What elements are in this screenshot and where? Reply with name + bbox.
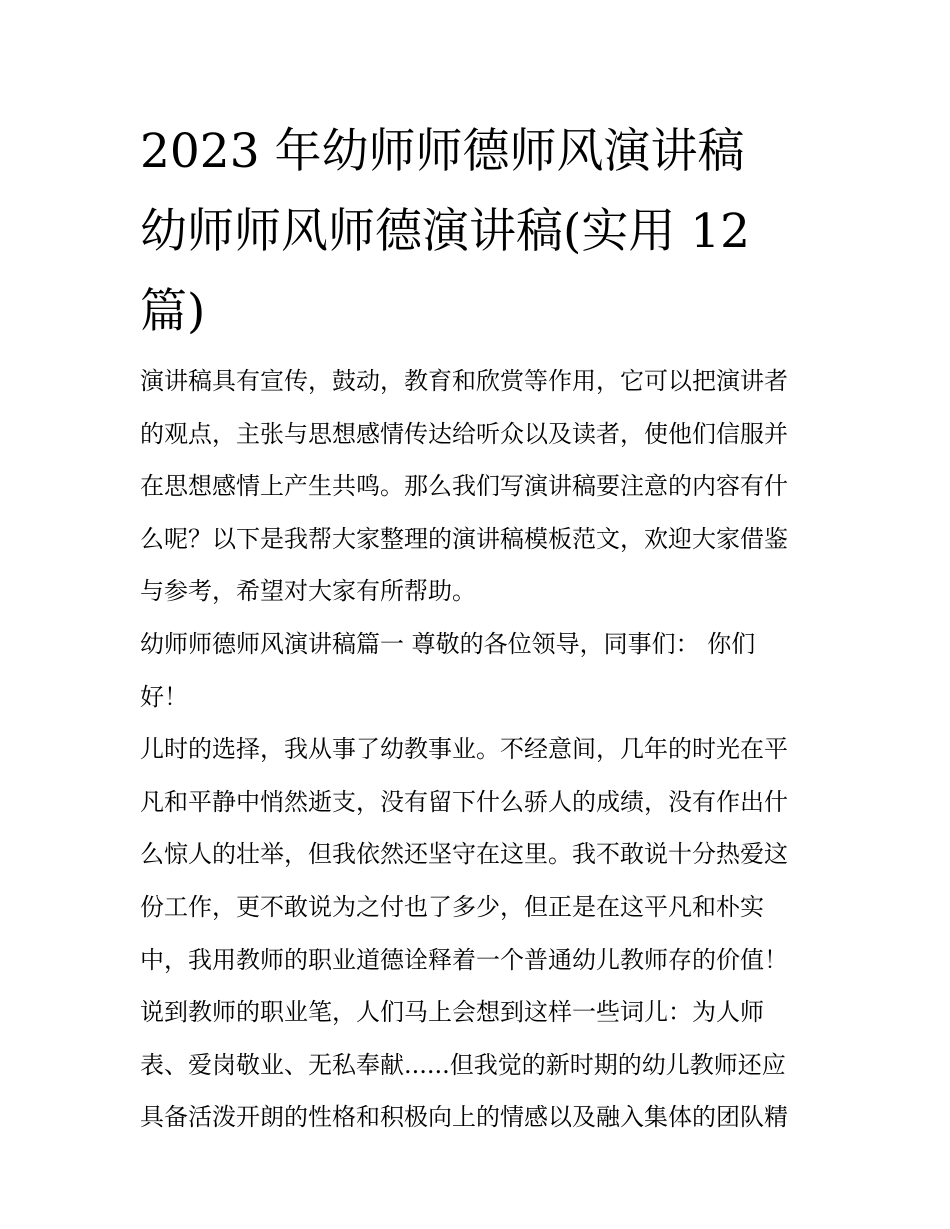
body-line: 中，我用教师的职业道德诠释着一个普通幼儿教师存的价值！ — [140, 945, 788, 974]
body-line: 的观点，主张与思想感情传达给听众以及读者，使他们信服并 — [140, 419, 788, 448]
body-line: 在思想感情上产生共鸣。那么我们写演讲稿要注意的内容有什 — [140, 472, 788, 501]
body-line: 说到教师的职业笔，人们马上会想到这样一些词儿：为人师 — [140, 998, 764, 1027]
body-line: 与参考，希望对大家有所帮助。 — [140, 577, 476, 606]
document-title — [140, 112, 810, 352]
section-heading-line: 幼师师德师风演讲稿篇一 尊敬的各位领导，同事们： 你们 — [140, 629, 756, 658]
body-line: 凡和平静中悄然逝支，没有留下什么骄人的成绩，没有作出什 — [140, 787, 788, 816]
body-line: 儿时的选择，我从事了幼教事业。不经意间，几年的时光在平 — [140, 735, 788, 764]
body-line: 份工作，更不敢说为之付也了多少，但正是在这平凡和朴实 — [140, 892, 764, 921]
document-body — [140, 355, 816, 1144]
body-line: 好！ — [140, 682, 188, 711]
title-line: 幼师师风师德演讲稿(实用 12 — [140, 204, 751, 259]
title-line: 篇) — [140, 284, 206, 339]
body-line: 演讲稿具有宣传，鼓动，教育和欣赏等作用，它可以把演讲者 — [140, 367, 788, 395]
title-line: 2023 年幼师师德师风演讲稿 — [140, 124, 745, 179]
body-line: 表、爱岗敬业、无私奉献......但我觉的新时期的幼儿教师还应 — [140, 1050, 786, 1079]
body-line: 么呢？以下是我帮大家整理的演讲稿模板范文，欢迎大家借鉴 — [140, 524, 788, 553]
body-line: 具备活泼开朗的性格和积极向上的情感以及融入集体的团队精 — [140, 1103, 788, 1132]
body-line: 么惊人的壮举，但我依然还坚守在这里。我不敢说十分热爱这 — [140, 840, 788, 869]
